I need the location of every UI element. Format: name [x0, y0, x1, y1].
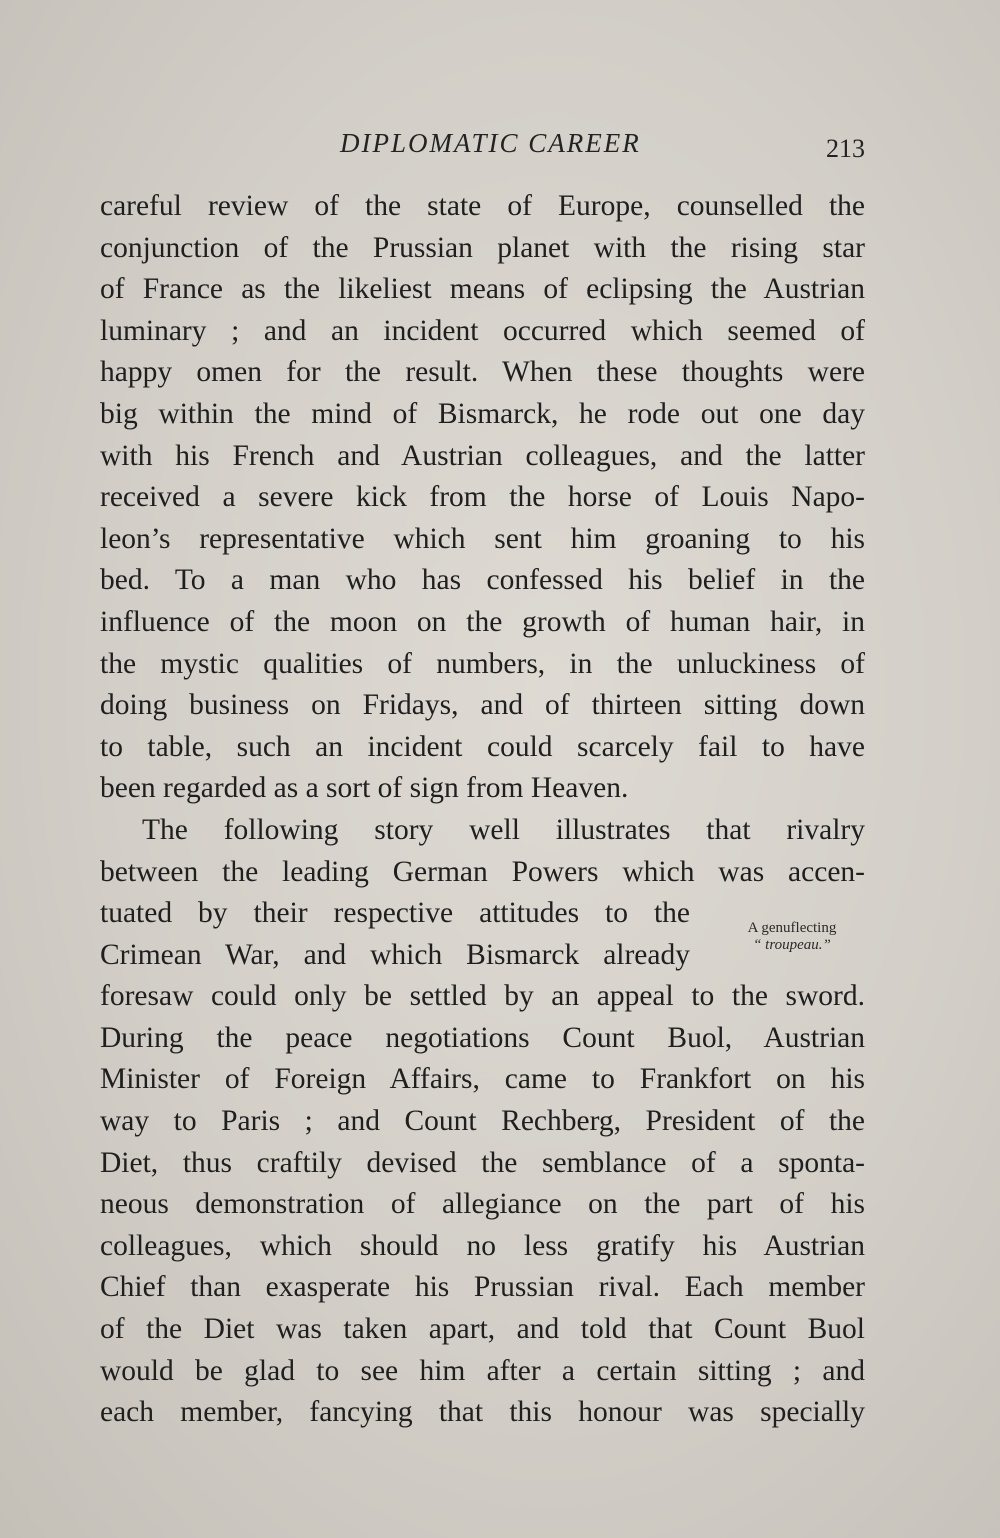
text-line: would be glad to see him after a certain sitting ; and	[100, 1354, 865, 1387]
text-line: leon’s representative which sent him groaning to his	[100, 522, 865, 555]
text-line: tuated by their respective attitudes to the	[100, 897, 690, 930]
text-line: big within the mind of Bismarck, he rode out one day	[100, 397, 865, 430]
text-line: careful review of the state of Europe, counselled the	[100, 190, 865, 222]
text-line: of France as the likeliest means of eclipsing the Austrian	[100, 273, 865, 306]
text-line: conjunction of the Prussian planet with the rising star	[100, 231, 865, 264]
text-line: happy omen for the result. When these thoughts were	[100, 356, 865, 389]
text-line: During the peace negotiations Count Buol, Austrian	[100, 1021, 865, 1054]
margin-note-line-1: A genuflecting	[747, 920, 837, 936]
text-line: to table, such an incident could scarcely fail to have	[100, 730, 865, 763]
text-line: colleagues, which should no less gratify his Austrian	[100, 1229, 865, 1262]
text-line: the mystic qualities of numbers, in the unluckiness of	[100, 647, 865, 680]
text-line: received a severe kick from the horse of Louis Napo-	[100, 481, 865, 514]
text-line: doing business on Fridays, and of thirteen sitting down	[100, 689, 865, 722]
text-line: with his French and Austrian colleagues, and the latter	[100, 439, 865, 472]
text-line: way to Paris ; and Count Rechberg, President of the	[100, 1105, 865, 1138]
margin-note	[712, 920, 872, 954]
page-number: 213	[826, 134, 865, 163]
margin-note-line-2: “ troupeau.”	[753, 937, 831, 953]
text-line: influence of the moon on the growth of human hair, in	[100, 605, 865, 638]
text-line: luminary ; and an incident occurred which seemed of	[100, 314, 865, 347]
page-header	[0, 128, 1000, 168]
running-head: DIPLOMATIC CAREER	[340, 128, 641, 158]
text-line: Crimean War, and which Bismarck already	[100, 938, 690, 971]
text-line: of the Diet was taken apart, and told that Count Buol	[100, 1313, 865, 1346]
body-text	[100, 186, 865, 1434]
text-line: The following story well illustrates that rivalry	[142, 813, 865, 846]
text-line: each member, fancying that this honour was specially	[100, 1396, 865, 1429]
text-line: bed. To a man who has confessed his belief in the	[100, 564, 865, 597]
text-line: been regarded as a sort of sign from Heaven.	[100, 772, 629, 805]
text-line: Chief than exasperate his Prussian rival. Each member	[100, 1271, 865, 1304]
text-line: neous demonstration of allegiance on the part of his	[100, 1188, 865, 1221]
text-line: foresaw could only be settled by an appeal to the sword.	[100, 980, 865, 1013]
paragraph-1	[100, 186, 865, 810]
paragraph-2	[100, 810, 865, 1434]
text-line: Minister of Foreign Affairs, came to Frankfort on his	[100, 1063, 865, 1096]
text-line: between the leading German Powers which was accen-	[100, 855, 865, 888]
text-line: Diet, thus craftily devised the semblance of a sponta-	[100, 1146, 865, 1179]
